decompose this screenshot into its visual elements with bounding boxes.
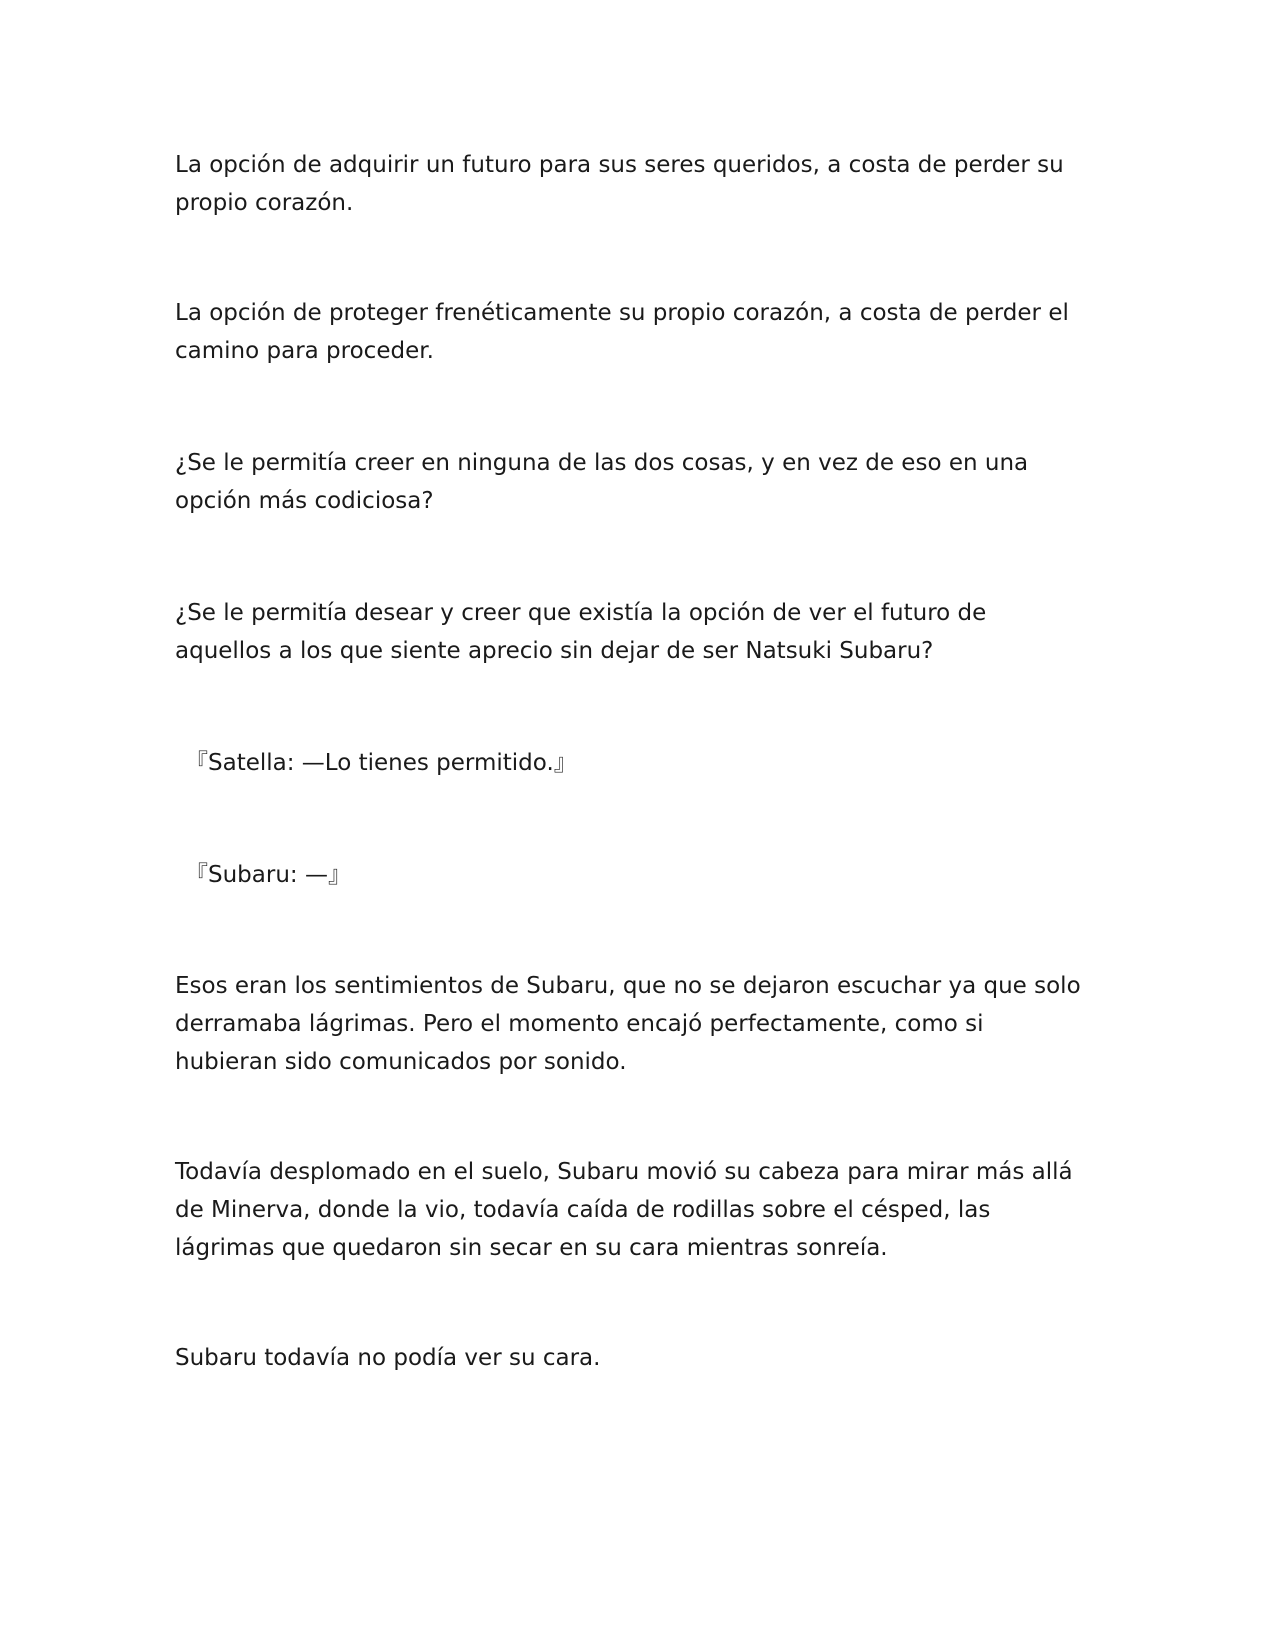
dialog-line-satella: 『Satella: —Lo tienes permitido.』: [185, 750, 577, 776]
paragraph-subaru-on-ground: Todavía desplomado en el suelo, Subaru movió su cabeza para mirar más allá de Minerva, donde la vio, todavía caída de rodillas sobre el césped, las lágrimas que quedaron sin secar en su cara mientras sonreía.: [175, 1159, 1073, 1261]
paragraph-option-future: La opción de adquirir un futuro para sus seres queridos, a costa de perder su propio corazón.: [175, 152, 1064, 216]
dialog-line-subaru: 『Subaru: —』: [185, 862, 351, 888]
paragraph-question-greedy-option: ¿Se le permitía creer en ninguna de las dos cosas, y en vez de eso en una opción más codiciosa?: [175, 450, 1029, 514]
paragraph-subaru-feelings: Esos eran los sentimientos de Subaru, que no se dejaron escuchar ya que solo derramaba lágrimas. Pero el momento encajó perfectamente, como si hubieran sido comunicados por sonido.: [175, 973, 1081, 1075]
paragraph-option-protect-heart: La opción de proteger frenéticamente su propio corazón, a costa de perder el camino para proceder.: [175, 300, 1069, 364]
paragraph-subaru-face: Subaru todavía no podía ver su cara.: [175, 1345, 601, 1371]
paragraph-question-natsuki-subaru: ¿Se le permitía desear y creer que existía la opción de ver el futuro de aquellos a los que siente aprecio sin dejar de ser Natsuki Subaru?: [175, 600, 987, 664]
